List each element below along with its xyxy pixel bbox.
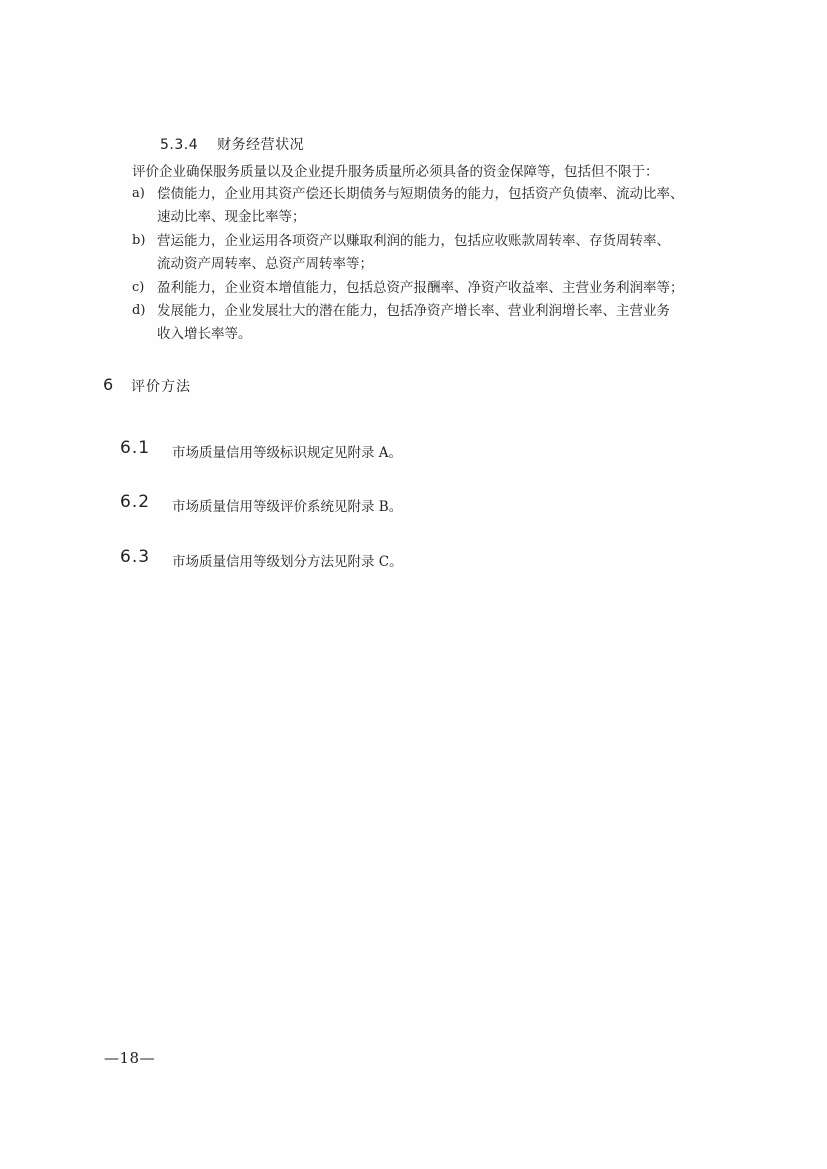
list-item-marker-d: d) (132, 303, 146, 318)
list-item-d-line-1: 发展能力，企业发展壮大的潜在能力，包括净资产增长率、营业利润增长率、主营业务 (157, 303, 670, 319)
subsection-intro: 评价企业确保服务质量以及企业提升服务质量所必须具备的资金保障等，包括但不限于： (132, 164, 659, 180)
list-item-a-line-1: 偿债能力，企业用其资产偿还长期债务与短期债务的能力，包括资产负债率、流动比率、 (157, 186, 684, 202)
section-number: 6 (103, 375, 114, 394)
clause-number-6-2: 6.2 (120, 492, 151, 512)
section-title: 评价方法 (131, 379, 191, 395)
subsection-title: 财务经营状况 (217, 137, 305, 153)
list-item-d-line-2: 收入增长率等。 (157, 326, 252, 342)
list-item-b-line-2: 流动资产周转率、总资产周转率等； (157, 256, 373, 272)
subsection-heading (160, 134, 304, 154)
clause-text-6-3: 市场质量信用等级划分方法见附录 C。 (172, 554, 403, 570)
subsection-number: 5.3.4 (160, 137, 199, 153)
clause-number-6-1: 6.1 (120, 438, 151, 458)
list-item-marker-c: c) (132, 280, 145, 295)
list-item-b-line-1: 营运能力，企业运用各项资产以赚取利润的能力，包括应收账款周转率、存货周转率、 (157, 233, 670, 249)
list-item-marker-b: b) (132, 233, 146, 248)
clause-number-6-3: 6.3 (120, 547, 151, 567)
list-item-a-line-2: 速动比率、现金比率等； (157, 209, 306, 225)
list-item-marker-a: a) (132, 186, 145, 201)
page-number: —18— (104, 1049, 156, 1067)
list-item-c-line-1: 盈利能力，企业资本增值能力，包括总资产报酬率、净资产收益率、主营业务利润率等； (157, 280, 684, 296)
clause-text-6-2: 市场质量信用等级评价系统见附录 B。 (172, 499, 403, 515)
clause-text-6-1: 市场质量信用等级标识规定见附录 A。 (172, 445, 403, 461)
